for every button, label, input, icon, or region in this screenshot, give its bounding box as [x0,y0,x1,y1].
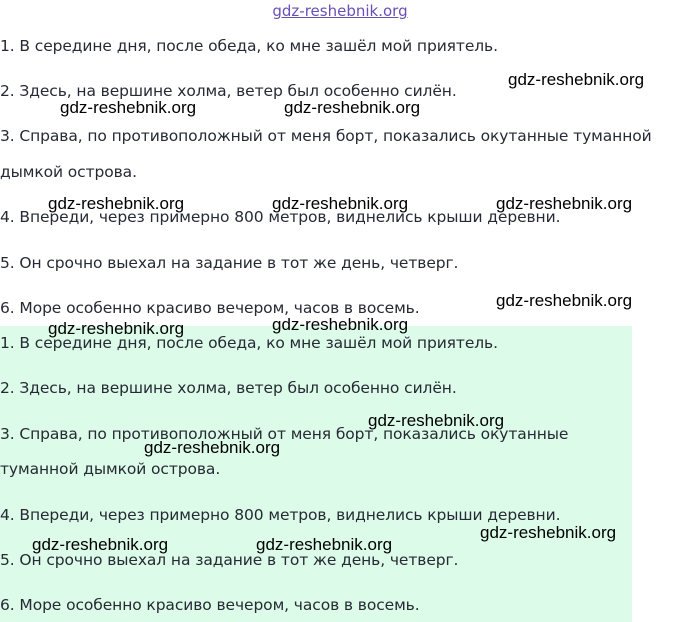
sentence-6: 6. Море особенно красиво вечером, часов в восемь. [0,299,420,317]
sentence-5: 5. Он срочно выехал на задание в тот же день, четверг. [0,254,459,272]
watermark: gdz-reshebnik.org [496,291,633,310]
answer-sentence-1: 1. В середине дня, после обеда, ко мне зашёл мой приятель. [0,334,498,352]
answer-sentence-3-continued: туманной дымкой острова. [0,460,221,478]
sentence-4: 4. Впереди, через примерно 800 метров, виднелись крыши деревни. [0,208,561,226]
sentence-3-continued: дымкой острова. [0,163,137,181]
watermark: gdz-reshebnik.org [284,98,421,117]
answer-sentence-3: 3. Справа, по противоположный от меня борт, показались окутанные [0,425,569,443]
watermark: gdz-reshebnik.org [496,194,633,213]
site-link[interactable]: gdz-reshebnik.org [272,2,408,20]
watermark: gdz-reshebnik.org [60,98,197,117]
sentence-1: 1. В середине дня, после обеда, ко мне зашёл мой приятель. [0,37,498,55]
answer-sentence-5: 5. Он срочно выехал на задание в тот же день, четверг. [0,551,459,569]
sentence-2: 2. Здесь, на вершине холма, ветер был особенно силён. [0,82,457,100]
watermark: gdz-reshebnik.org [48,319,185,338]
sentence-3: 3. Справа, по противоположный от меня борт, показались окутанные туманной [0,127,652,145]
watermark: gdz-reshebnik.org [272,315,409,334]
watermark: gdz-reshebnik.org [32,535,169,554]
watermark: gdz-reshebnik.org [144,438,281,457]
answer-sentence-4: 4. Впереди, через примерно 800 метров, виднелись крыши деревни. [0,506,561,524]
watermark: gdz-reshebnik.org [508,70,645,89]
answer-sentence-2: 2. Здесь, на вершине холма, ветер был особенно силён. [0,379,457,397]
watermark: gdz-reshebnik.org [256,535,393,554]
answer-sentence-6: 6. Море особенно красиво вечером, часов в восемь. [0,596,420,614]
watermark: gdz-reshebnik.org [272,194,409,213]
watermark: gdz-reshebnik.org [368,411,505,430]
watermark: gdz-reshebnik.org [480,523,617,542]
watermark: gdz-reshebnik.org [48,194,185,213]
